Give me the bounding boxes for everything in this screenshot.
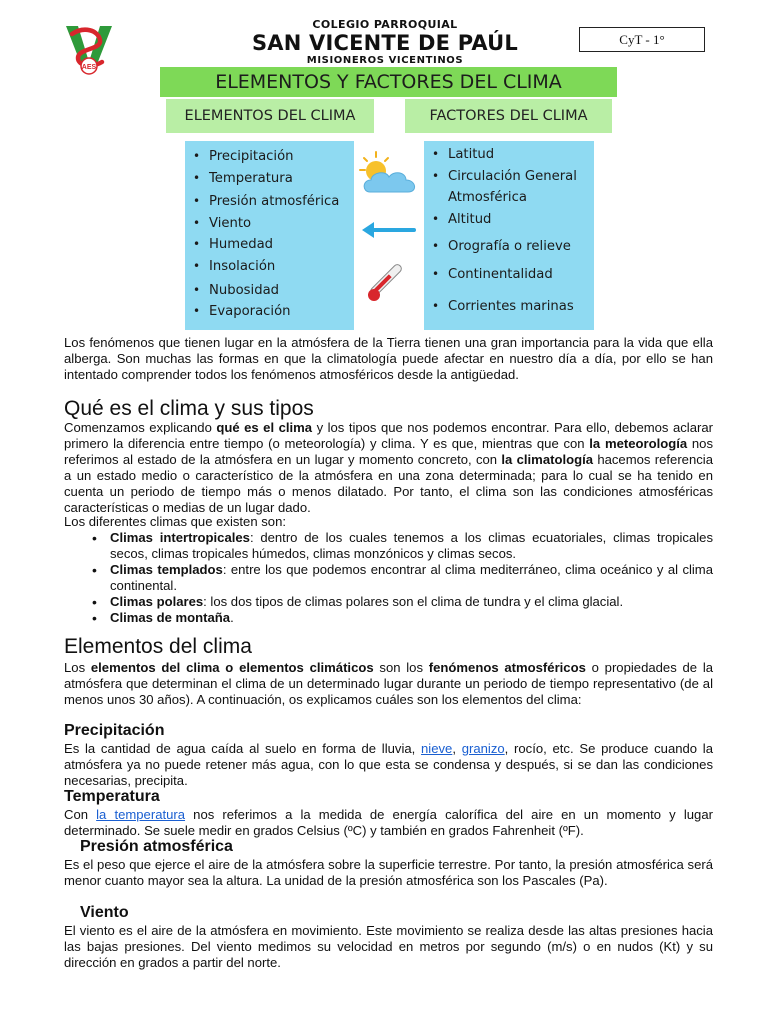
course-code: CyT - 1° xyxy=(619,31,665,47)
intro-paragraph: Los fenómenos que tienen lugar en la atmósfera de la Tierra tienen una gran importancia para la vida que ella alberga. Son muchas las formas en que la climatología puede afectar en nuestro día a día, por ello se han intentado comprender todos los fenómenos atmosféricos desde la antigüedad. xyxy=(64,335,713,382)
list-item: • Climas intertropicales: dentro de los cuales tenemos a los climas ecuatoriales, climas tropicales secos, climas tropicales húmedos, climas monzónicos y climas secos. xyxy=(92,530,713,562)
factor-item: Atmosférica xyxy=(448,190,527,205)
elements-heading-text: ELEMENTOS DEL CLIMA xyxy=(184,108,356,124)
factor-item: • Corrientes marinas xyxy=(432,299,574,314)
precipitacion-paragraph: Es la cantidad de agua caída al suelo en forma de lluvia, nieve, granizo, rocío, etc. Se produce cuando la atmósfera ya no puede retener más agua, con lo que esta se condensa y después, si se dan las condiciones necesarias, precipita. xyxy=(64,741,713,788)
nieve-link[interactable]: nieve xyxy=(421,741,453,756)
school-line-3: MISIONEROS VICENTINOS xyxy=(306,55,464,66)
factor-item: • Continentalidad xyxy=(432,267,553,282)
clima-types-list xyxy=(92,530,713,626)
temperatura-paragraph: Con la temperatura nos referimos a la medida de energía calorífica del aire en un momento y lugar determinado. Se suele medir en grados Celsius (ºC) y también en grados Fahrenheit (ºF). xyxy=(64,807,713,838)
factors-panel xyxy=(424,141,594,330)
element-item: • Precipitación xyxy=(193,149,294,164)
thermometer-icon xyxy=(368,263,403,301)
list-item: • Climas de montaña. xyxy=(92,610,713,626)
temperatura-heading: Temperatura xyxy=(64,788,160,805)
school-line-2: SAN VICENTE DE PAÚL xyxy=(251,31,519,55)
clima-types-intro: Los diferentes climas que existen son: xyxy=(64,514,286,529)
section-elementos-title: Elementos del clima xyxy=(64,635,252,658)
factor-item: • Latitud xyxy=(432,147,495,162)
factors-heading-text: FACTORES DEL CLIMA xyxy=(429,108,588,124)
list-item: • Climas polares: los dos tipos de climas polares son el clima de tundra y el clima glacial. xyxy=(92,594,713,610)
school-line-1: COLEGIO PARROQUIAL xyxy=(312,18,458,31)
precipitacion-heading: Precipitación xyxy=(64,722,165,739)
factor-item: • Orografía o relieve xyxy=(432,239,571,254)
infographic-title xyxy=(160,67,617,97)
list-item: • Climas templados: entre los que podemos encontrar al clima mediterráneo, clima oceánico y al clima continental. xyxy=(92,562,713,594)
elements-panel xyxy=(185,141,354,330)
factor-item: • Altitud xyxy=(432,212,492,227)
element-item: • Viento xyxy=(193,216,252,231)
element-item: • Humedad xyxy=(193,237,274,252)
school-logo xyxy=(62,22,116,76)
granizo-link[interactable]: granizo xyxy=(461,741,505,756)
viento-paragraph: El viento es el aire de la atmósfera en movimiento. Este movimiento se realiza desde las altas presiones hacia las bajas presiones. Del viento medimos su velocidad en metros por segundo (m/s) o en nudos (Kt) y su dirección en grados a partir del norte. xyxy=(64,923,713,970)
school-name xyxy=(220,18,550,66)
element-item: • Temperatura xyxy=(193,171,293,186)
temperatura-link[interactable]: la temperatura xyxy=(96,807,186,822)
viento-heading: Viento xyxy=(80,904,129,921)
element-item: • Nubosidad xyxy=(193,283,280,298)
logo-letters: AES xyxy=(81,64,97,71)
section-clima-title: Qué es el clima y sus tipos xyxy=(64,397,314,420)
elementos-paragraph: Los elementos del clima o elementos climáticos son los fenómenos atmosféricos o propiedades de la atmósfera que determinan el clima de un determinado lugar durante un periodo de tiempo representativo (de al menos unos 30 años). A continuación, os explicamos cuáles son los elementos del clima: xyxy=(64,660,714,707)
clima-definition-paragraph: Comenzamos explicando qué es el clima y los tipos que nos podemos encontrar. Para ello, debemos aclarar primero la diferencia entre tiempo (o meteorología) y clima. Y es que, mientras que con la meteorología nos referimos al estado de la atmósfera en un lugar y momento concreto, con la climatología hacemos referencia a un estado medio o característico de la atmósfera en una zona determinada; para lo cual se ha tenido en cuenta un periodo de tiempo más o menos dilatado. Por tanto, el clima son las condiciones atmosféricas características o medias de un lugar dado. xyxy=(64,420,713,515)
arrow-left-icon xyxy=(362,222,414,238)
presion-paragraph: Es el peso que ejerce el aire de la atmósfera sobre la superficie terrestre. Por tanto, la presión atmosférica será menor cuanto mayor sea la altura. La unidad de la presión atmosférica son los Pascales (Pa). xyxy=(64,857,713,888)
infographic-icons xyxy=(356,150,422,310)
elements-heading xyxy=(166,99,374,133)
factor-item: • Circulación General xyxy=(432,169,577,184)
sun-cloud-icon xyxy=(360,152,415,192)
element-item: • Evaporación xyxy=(193,304,291,319)
factors-heading xyxy=(405,99,612,133)
element-item: • Insolación xyxy=(193,259,276,274)
infographic-title-text: ELEMENTOS Y FACTORES DEL CLIMA xyxy=(215,71,562,93)
presion-heading: Presión atmosférica xyxy=(80,838,233,855)
course-code-box xyxy=(579,27,705,52)
element-item: • Presión atmosférica xyxy=(193,194,340,209)
